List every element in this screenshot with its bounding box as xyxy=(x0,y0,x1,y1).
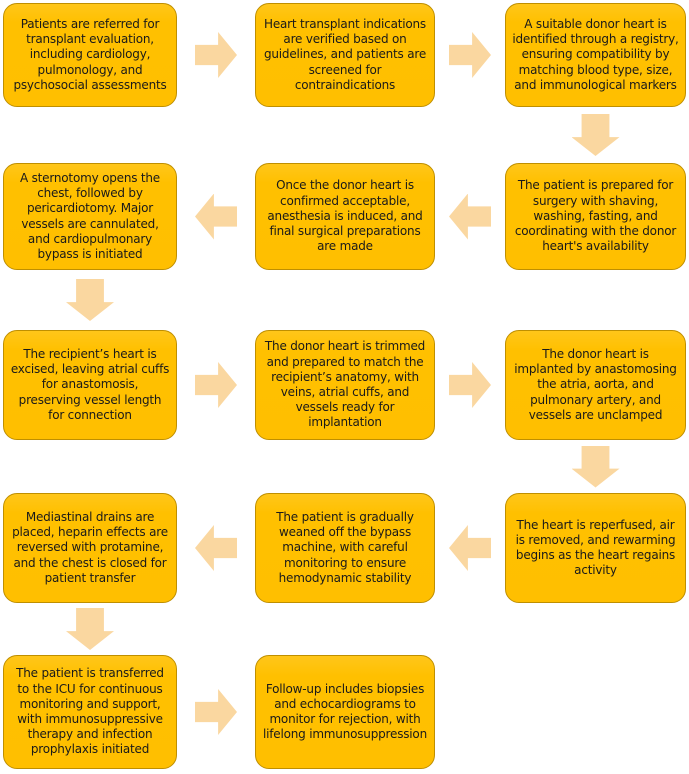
flow-step-5 xyxy=(255,163,435,270)
flow-step-12-text: Mediastinal drains are placed, heparin effects are reversed with protamine, and the chest is closed for patient transfer xyxy=(12,509,168,585)
flow-step-5-text: Once the donor heart is confirmed acceptable, anesthesia is induced, and final surgical preparations are made xyxy=(267,178,423,254)
flow-arrow-down-icon xyxy=(66,279,114,321)
flow-step-8 xyxy=(255,330,435,440)
flow-step-13-text: The patient is transferred to the ICU for continuous monitoring and support, with immunosuppressive therapy and infection prophylaxis initiated xyxy=(16,666,164,757)
flow-step-13 xyxy=(3,655,177,769)
flow-step-7-text: The recipient’s heart is excised, leaving atrial cuffs for anastomosis, preserving vessel length for connection xyxy=(10,346,170,422)
flow-step-9 xyxy=(505,330,686,440)
flow-step-3-text: A suitable donor heart is identified through a registry, ensuring compatibility by matching blood type, size, and immunological markers xyxy=(512,16,679,92)
flow-arrow-right-icon xyxy=(195,362,237,408)
flow-step-10 xyxy=(505,493,686,603)
flow-step-2 xyxy=(255,3,435,107)
flow-arrow-left-icon xyxy=(195,194,237,240)
flow-step-14-text: Follow-up includes biopsies and echocardiograms to monitor for rejection, with lifelong immunosuppression xyxy=(263,681,427,742)
flow-step-1 xyxy=(3,3,177,107)
flow-step-6 xyxy=(3,163,177,270)
flow-step-7 xyxy=(3,330,177,440)
flow-step-10-text: The heart is reperfused, air is removed, and rewarming begins as the heart regains activity xyxy=(515,517,676,578)
flow-arrow-down-icon xyxy=(572,446,620,488)
flow-step-9-text: The donor heart is implanted by anastomosing the atria, aorta, and pulmonary artery, and vessels are unclamped xyxy=(514,346,677,422)
flow-arrow-down-icon xyxy=(66,608,114,650)
flow-step-2-text: Heart transplant indications are verified based on guidelines, and patients are screened for contraindications xyxy=(263,16,427,92)
flow-step-4 xyxy=(505,163,686,270)
flow-step-12 xyxy=(3,493,177,603)
flow-step-6-text: A sternotomy opens the chest, followed by pericardiotomy. Major vessels are cannulated, and cardiopulmonary bypass is initiated xyxy=(20,170,160,261)
flow-step-14 xyxy=(255,655,435,769)
flow-step-11 xyxy=(255,493,435,603)
flow-step-8-text: The donor heart is trimmed and prepared to match the recipient’s anatomy, with veins, atrial cuffs, and vessels ready for implantation xyxy=(264,339,426,430)
flow-arrow-right-icon xyxy=(449,362,491,408)
flow-arrow-left-icon xyxy=(195,525,237,571)
flow-arrow-left-icon xyxy=(449,525,491,571)
flow-arrow-right-icon xyxy=(195,32,237,78)
flow-arrow-down-icon xyxy=(572,114,620,156)
flow-arrow-right-icon xyxy=(449,32,491,78)
flow-step-1-text: Patients are referred for transplant evaluation, including cardiology, pulmonology, and psychosocial assessments xyxy=(13,16,167,92)
flow-step-4-text: The patient is prepared for surgery with shaving, washing, fasting, and coordinating with the donor heart's availability xyxy=(514,178,677,254)
flow-arrow-left-icon xyxy=(449,194,491,240)
flow-step-3 xyxy=(505,3,686,107)
flow-arrow-right-icon xyxy=(195,689,237,735)
flow-step-11-text: The patient is gradually weaned off the bypass machine, with careful monitoring to ensure hemodynamic stability xyxy=(276,509,414,585)
